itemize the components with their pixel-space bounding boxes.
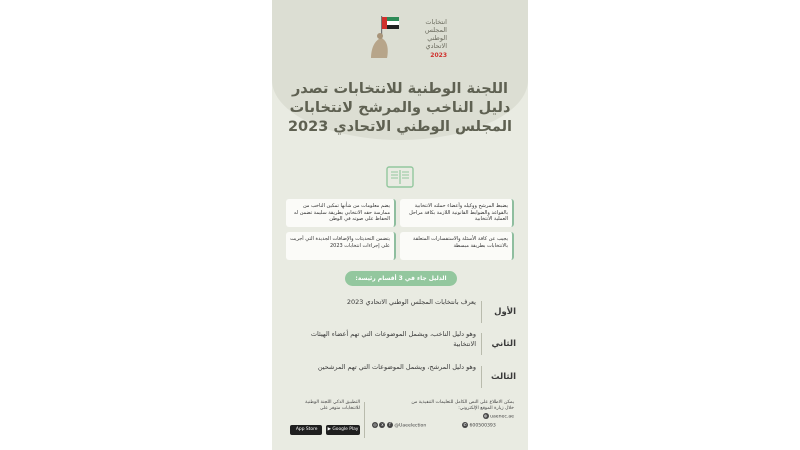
section-divider bbox=[481, 333, 482, 355]
section-description: يعرف بانتخابات المجلس الوطني الاتحادي 2023 bbox=[346, 298, 476, 306]
globe-icon: ◍ bbox=[483, 413, 488, 419]
app-store-label: App Store bbox=[295, 427, 318, 432]
footer-info-text: يمكن الاطلاع على النص الكامل للتعليمات التنفيذية من خلال زيارة الموقع الإلكتروني: bbox=[411, 400, 514, 412]
section-title: الثالث bbox=[491, 372, 516, 382]
logo-line: انتخابات bbox=[425, 18, 447, 26]
feature-card: يضبط المرشح ووكيله وأعضاء حملته الانتخابية بالقواعد والضوابط القانونية اللازمة بكافة مراحل العملية الانتخابية bbox=[400, 199, 514, 227]
phone-icon: ✆ bbox=[463, 422, 467, 427]
phone-number[interactable]: 600500393 bbox=[469, 423, 496, 429]
google-play-badge[interactable] bbox=[326, 425, 360, 435]
book-icon bbox=[386, 166, 414, 188]
logo-year: 2023 bbox=[430, 52, 447, 59]
sections-intro-badge: الدليل جاء في 3 أقسام رئيسة: bbox=[345, 271, 457, 286]
logo-line: المجلس bbox=[424, 26, 447, 34]
app-promo-text: التطبيق الذكي اللجنة الوطنية للانتخابات متوفر على bbox=[305, 400, 360, 412]
section-row bbox=[296, 360, 516, 394]
social-handle[interactable]: @Uaeelection bbox=[394, 423, 427, 429]
infographic-poster bbox=[272, 0, 528, 450]
logo-text bbox=[399, 18, 447, 50]
page-title: اللجنة الوطنية للانتخابات تصدر دليل الناخب والمرشح لانتخابات المجلس الوطني الاتحادي 2023 bbox=[287, 81, 513, 135]
logo-line: الاتحادي bbox=[425, 42, 447, 50]
feature-card: يتضمن التحديثات والإضافات الجديدة التي أجريت على إجراءات انتخابات 2023 bbox=[286, 232, 396, 260]
feature-card: يجيب عن كافة الأسئلة والاستفسارات المتعلقة بالانتخابات بطريقة مبسطة bbox=[400, 232, 514, 260]
section-title: الثاني bbox=[491, 339, 516, 349]
section-description: وهو دليل الناخب، ويشمل الموضوعات التي تهم أعضاء الهيئات الانتخابية bbox=[310, 330, 476, 348]
website-link[interactable]: uaenec.ae bbox=[490, 414, 514, 420]
section-row bbox=[296, 327, 516, 361]
section-divider bbox=[481, 301, 482, 323]
app-store-badge[interactable] bbox=[290, 425, 322, 435]
section-divider bbox=[481, 366, 482, 388]
feature-card: يضم معلومات من شأنها تمكين الناخب من ممارسة حقه الانتخابي بطريقة سليمة تضمن له الحفاظ على صوته في الوطن bbox=[286, 199, 396, 227]
elections-logo bbox=[367, 14, 447, 60]
footer-divider bbox=[364, 402, 365, 438]
phone-info bbox=[462, 422, 496, 431]
facebook-icon[interactable]: f bbox=[387, 422, 393, 428]
section-description: وهو دليل المرشح، ويشمل الموضوعات التي تهم المرشحين bbox=[317, 363, 476, 371]
social-handles bbox=[372, 422, 426, 431]
instagram-icon[interactable]: ◎ bbox=[373, 422, 377, 427]
footer-info bbox=[402, 400, 514, 421]
section-title: الأول bbox=[494, 307, 516, 317]
falcon-flag-emblem-icon bbox=[367, 14, 401, 60]
section-row bbox=[296, 295, 516, 329]
x-icon[interactable]: x bbox=[381, 422, 384, 427]
google-play-label: Google Play bbox=[332, 427, 359, 432]
logo-line: الوطني bbox=[427, 34, 447, 42]
play-icon: ▶ bbox=[327, 427, 331, 432]
